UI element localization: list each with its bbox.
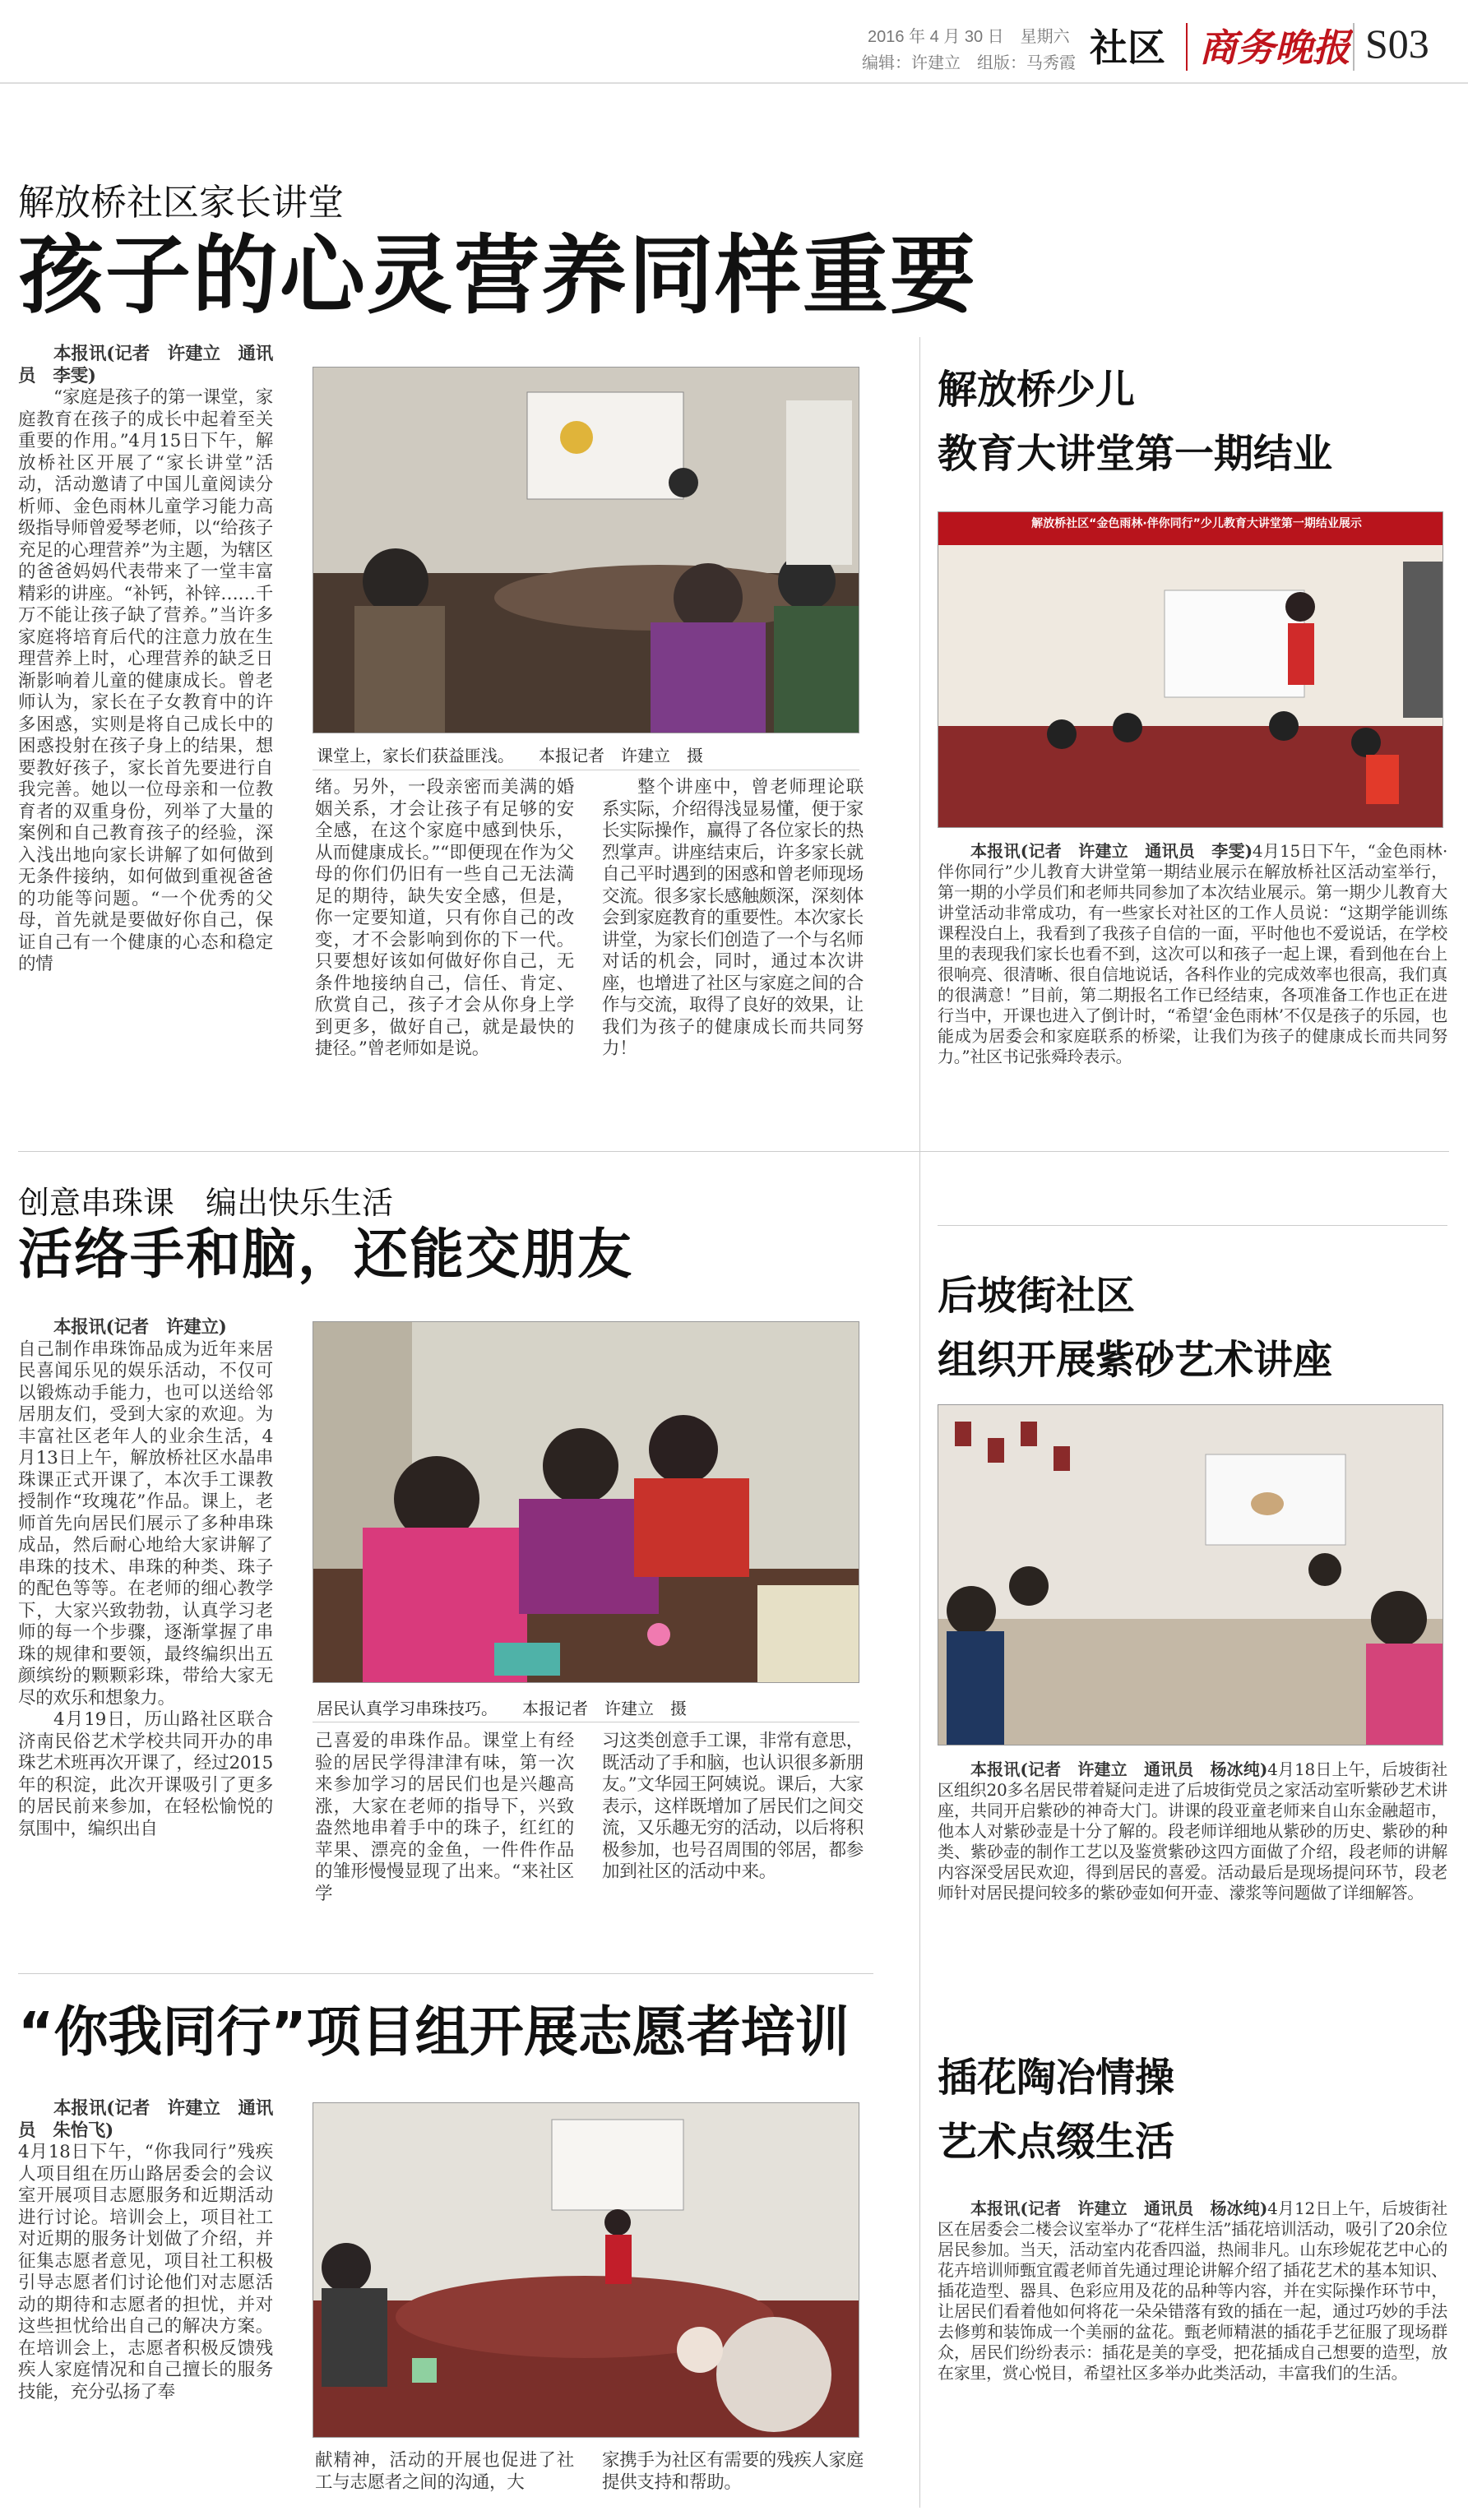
art1-col3 (602, 777, 864, 1122)
side2-body (938, 1759, 1447, 2031)
side2-title-line1: 后坡街社区 (938, 1273, 1136, 1319)
art1-caption: 课堂上，家长们获益匪浅。 本报记者 许建立 摄 (317, 746, 703, 765)
side1-body (938, 841, 1447, 1195)
art1-col1 (18, 344, 273, 1125)
art2-col1-text: 自己制作串珠饰品成为近年来居民喜闻乐见的娱乐活动，不仅可以锻炼动手能力，也可以送给邻居朋友们，受到大家的欢迎。为丰富社区老年人的业余生活，4月13日上午，解放桥社区水晶串珠课正式开课了，本次手工课教授制作“玫瑰花”作品。课上，老师首先向居民们展示了多种串珠成品，然后耐心地给大家讲解了串珠的技术、串珠的种类、珠子的配色等等。在老师的细心教学下，大家兴致勃勃，认真学习老师的每一个步骤，逐渐掌握了串珠的规律和要领，最终编织出五颜缤纷的颗颗彩珠，带给大家无尽的欢乐和想象力。 (18, 1339, 273, 1709)
side2-photo (938, 1404, 1443, 1746)
art2-caption: 居民认真学习串珠技巧。 本报记者 许建立 摄 (317, 1699, 687, 1718)
teapot-lecture-graphic (938, 1405, 1443, 1746)
side3-title-line1: 插花陶冶情操 (938, 2055, 1175, 2101)
side-rule-1 (938, 1225, 1447, 1226)
section-rule-2 (18, 1973, 873, 1974)
side3-title-line2: 艺术点缀生活 (938, 2119, 1175, 2165)
section-title: 社区 (1090, 25, 1165, 70)
classroom-photo-graphic (313, 368, 859, 733)
header-divider-2 (1353, 23, 1355, 71)
art2-col3-text: 习这类创意手工课，非常有意思，既活动了手和脑，也认识很多新朋友。”文华园王阿姨说。课后，大家表示，这样既增加了居民们之间交流，又乐趣无穷的活动，以后将积极参加，也号召周围的邻居，都参加到社区的活动中来。 (602, 1731, 864, 1882)
page-number: S03 (1365, 21, 1429, 67)
art1-col1-text: “家庭是孩子的第一课堂，家庭教育在孩子的成长中起着至关重要的作用。”4月15日下午，解放桥社区开展了“家长讲堂”活动，活动邀请了中国儿童阅读分析师、金色雨林儿童学习能力高级指导师曾爱琴老师，以“给孩子充足的心理营养”为主题，为辖区的爸爸妈妈代表带来了一堂丰富精彩的讲座。“补钙，补锌……千万不能让孩子缺了营养。”当许多家庭将培育后代的注意力放在生理营养上时，心理营养的缺乏日渐影响着儿童的健康成长。曾老师认为，家长在子女教育中的许多困惑，实则是将自己成长中的困惑投射在孩子身上的结果，想要教好孩子，家长首先要进行自我完善。她以一位母亲和一位教育者的双重身份，列举了大量的案例和自己教育孩子的经验，深入浅出地向家长讲解了如何做到无条件接纳，如何做到重视爸爸的功能等问题。“一个优秀的父母，首先就是要做好你自己，保证自己有一个健康的心态和稳定的情 (18, 387, 273, 974)
header-divider (1186, 23, 1188, 71)
art1-col3-text: 整个讲座中，曾老师理论联系实际，介绍得浅显易懂，便于家长实际操作，赢得了各位家长的热烈掌声。讲座结束后，许多家长就自己平时遇到的困惑和曾老师现场交流。很多家长感触颇深，深刻体会到家庭教育的重要性。本次家长讲堂，为家长们创造了一个与名师对话的机会，同时，通过本次讲座，也增进了社区与家庭之间的合作与交流，取得了良好的效果，让我们为孩子的健康成长而共同努力！ (602, 777, 864, 1059)
art1-col2-text: 绪。另外，一段亲密而美满的婚姻关系，才会让孩子有足够的安全感，在这个家庭中感到快乐，从而健康成长。”“即便现在作为父母的你们仍旧有一些自己无法満足的期待，缺失安全感，但是，你一定要知道，只有你自己的改变，才不会影响到你的下一代。只要想好该如何做好你自己，无条件地接纳自己，信任、肯定、欣赏自己，孩子才会从你身上学到更多，做好自己，就是最快的捷径。”曾老师如是说。 (315, 777, 574, 1059)
art2-col1 (18, 1317, 273, 1938)
art3-col2-text: 献精神，活动的开展也促进了社工与志愿者之间的沟通，大 (315, 2450, 574, 2493)
side2-title-line2: 组织开展紫砂艺术讲座 (938, 1337, 1333, 1383)
side1-title-line1: 解放桥少儿 (938, 367, 1136, 413)
art3-col1-text: 4月18日下午，“你我同行”残疾人项目组在历山路居委会的会议室开展项目志愿服务和近期活动进行讨论。培训会上，项目社工对近期的服务计划做了介绍，并征集志愿者意见，项目社工积极引导志愿者们讨论他们对志愿活动的期待和志愿者的担忧，并对这些担忧给出自己的解决方案。在培训会上，志愿者积极反馈残疾人家庭情况和自己擅长的服务技能，充分弘扬了奉 (18, 2142, 273, 2402)
issue-date: 2016 年 4 月 30 日 星期六 (868, 28, 1070, 46)
training-photo-graphic (313, 2103, 859, 2438)
side3-body (938, 2199, 1447, 2507)
art1-kicker: 解放桥社区家长讲堂 (18, 182, 344, 224)
side1-photo-banner: 解放桥社区“金色雨林·伴你同行”少儿教育大讲堂第一期结业展示 (1031, 517, 1362, 530)
art2-col1b-text: 4月19日，历山路社区联合济南民俗艺术学校共同开办的串珠艺术班再次开课了，经过2015年的积淀，此次开课吸引了更多的居民前来参加，在轻松愉悦的氛围中，编织出自 (18, 1709, 273, 1839)
art3-headline: “你我同行”项目组开展志愿者培训 (18, 2000, 850, 2064)
art3-col2 (315, 2450, 574, 2499)
art3-photo (313, 2102, 859, 2438)
side1-byline: 本报讯(记者 许建立 通讯员 李雯) (970, 841, 1253, 861)
side2-byline: 本报讯(记者 许建立 通讯员 杨冰纯) (970, 1759, 1268, 1779)
side1-title-line2: 教育大讲堂第一期结业 (938, 431, 1333, 477)
art3-byline: 本报讯(记者 许建立 通讯员 朱怡飞) (18, 2098, 273, 2141)
art2-col3 (602, 1731, 864, 1936)
column-divider (919, 337, 920, 2508)
art1-byline: 本报讯(记者 许建立 通讯员 李雯) (18, 344, 273, 386)
side3-byline: 本报讯(记者 许建立 通讯员 杨冰纯) (970, 2199, 1268, 2218)
art2-photo (313, 1321, 859, 1683)
paper-logo: 商务晚报 (1199, 25, 1350, 70)
editors-line: 编辑：许建立 组版：马秀霞 (862, 53, 1076, 72)
class-display-graphic (938, 512, 1443, 828)
art3-col3-text: 家携手为社区有需要的残疾人家庭提供支持和帮助。 (602, 2450, 864, 2493)
art3-col3 (602, 2450, 864, 2499)
beading-photo-graphic (313, 1322, 859, 1683)
art1-col2 (315, 777, 574, 1122)
art3-col1 (18, 2098, 273, 2505)
art1-headline: 孩子的心灵营养同样重要 (18, 225, 978, 326)
header-rule (0, 82, 1468, 84)
side1-photo (938, 511, 1443, 828)
side2-text: 4月18日上午，后坡街社区组织20多名居民带着疑问走进了后坡街党员之家活动室听紫砂艺术讲座，共同开启紫砂的神奇大门。讲课的段亚童老师来自山东金融超市，他本人对紫砂壶是十分了解的。段老师详细地从紫砂的历史、紫砂的种类、紫砂壶的制作工艺以及鉴赏紫砂这四方面做了介绍，段老师的讲解内容深受居民欢迎，得到居民的喜爱。活动最后是现场提问环节，段老师针对居民提问较多的紫砂壶如何开壶、濛浆等问题做了详细解答。 (938, 1759, 1447, 1903)
art1-photo (313, 367, 859, 733)
art2-col2-text: 己喜爱的串珠作品。课堂上有经验的居民学得津津有味，第一次来参加学习的居民们也是兴趣高涨，大家在老师的指导下，兴致盎然地串着手中的珠子，红红的苹果、漂亮的金鱼，一件件作品的雏形慢慢显现了出来。“来社区学 (315, 1731, 574, 1904)
side3-text: 4月12日上午，后坡街社区在居委会二楼会议室举办了“花样生活”插花培训活动，吸引了20余位居民参加。当天，活动室内花香四溢，热闹非凡。山东珍妮花艺中心的花卉培训师甄宜霞老师首先通过理论讲解介绍了插花艺术的基本知识、插花造型、器具、色彩应用及花的品种等内容，并在实际操作环节中，让居民们看着他如何将花一朵朵错落有致的插在一起，通过巧妙的手法去修剪和装饰成一个美丽的盆花。甄老师精湛的插花手艺征服了现场群众，居民们纷纷表示：插花是美的享受，把花插成自己想要的造型，放在家里，赏心悦目，希望社区多举办此类活动，丰富我们的生活。 (938, 2199, 1447, 2383)
art2-kicker: 创意串珠课 编出快乐生活 (18, 1185, 394, 1221)
side1-text: 4月15日下午，“金色雨林·伴你同行”少儿教育大讲堂第一期结业展示在解放桥社区活动室举行，第一期的小学员们和老师共同参加了本次结业展示。第一期少儿教育大讲堂活动非常成功，有一些家长对社区的工作人员说：“这期学能训练课程没白上，我看到了我孩子自信的一面，平时他也不爱说话，在学校里的表现我们家长也看不到，这次可以和孩子一起上课，看到他在台上很响亮、很清晰、很自信地说话，各科作业的完成效率也很高，我们真的很满意！”目前，第二期报名工作已经结束，各项准备工作也正在进行当中，开课也进入了倒计时，“希望‘金色雨林’不仅是孩子的乐园，也能成为居委会和家庭联系的桥梁，让我们为孩子的健康成长而共同努力。”社区书记张舜玲表示。 (938, 841, 1447, 1066)
art2-headline: 活络手和脑，还能交朋友 (18, 1223, 633, 1286)
art2-byline: 本报讯(记者 许建立) (53, 1317, 227, 1338)
art2-col2 (315, 1731, 574, 1936)
